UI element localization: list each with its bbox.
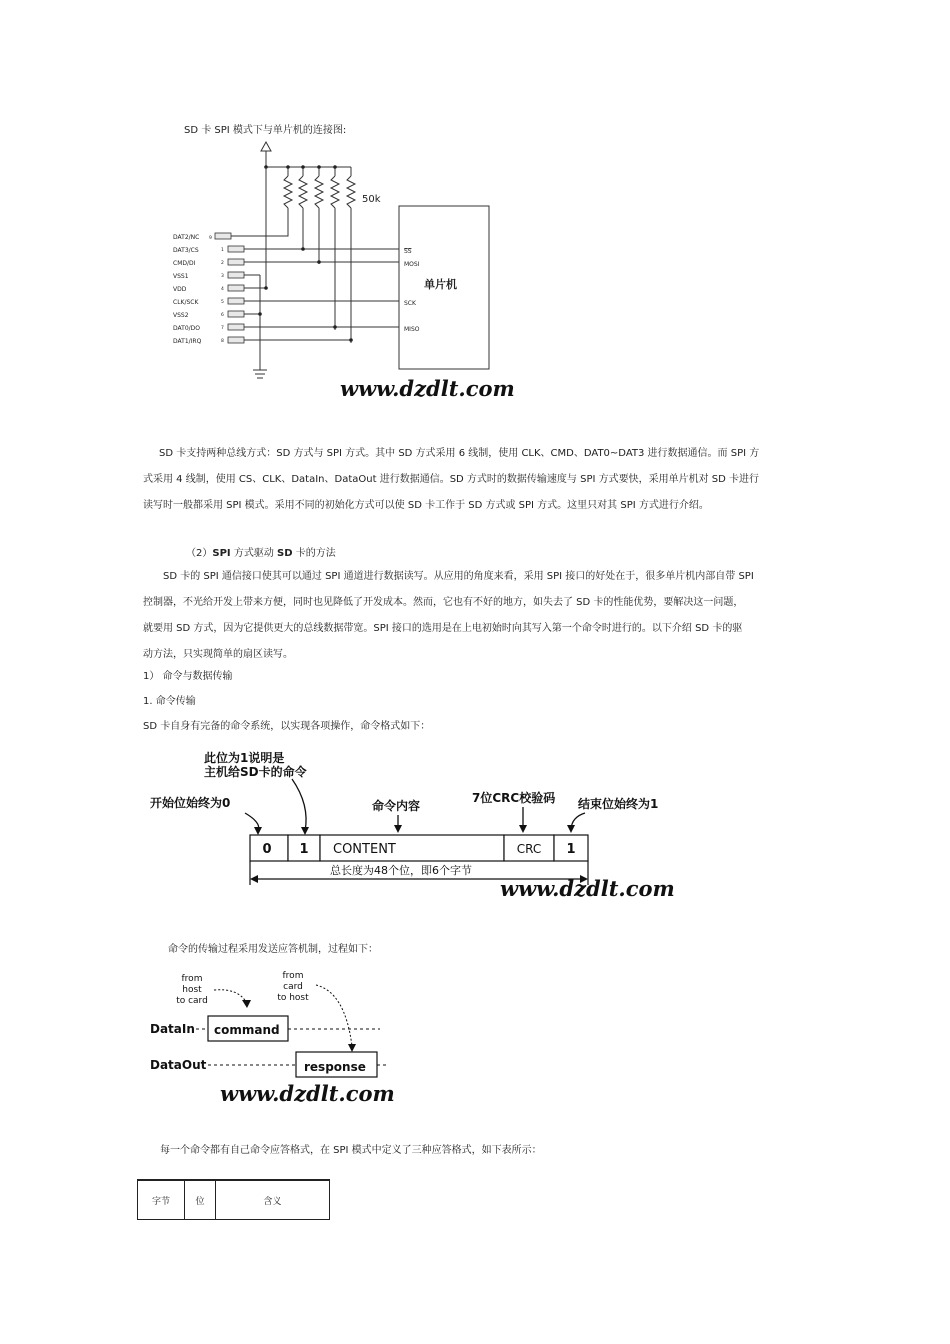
mcu-pin-miso: MISO bbox=[404, 326, 420, 333]
watermark: www.dzdlt.com bbox=[340, 376, 515, 401]
circuit-caption: SD 卡 SPI 模式下与单片机的连接图: bbox=[184, 125, 347, 136]
command-format-diagram bbox=[140, 745, 680, 905]
watermark: www.dzdlt.com bbox=[220, 1081, 395, 1106]
intro-paragraph: SD 卡支持两种总线方式：SD 方式与 SPI 方式。其中 SD 方式采用 6 线制，使用 CLK、CMD、DAT0~DAT3 进行数据通信。而 SPI 方 式采用 4 线制，使用 CS、CLK、DataIn、DataOut 进行数据通信。SD 方式时的数据传输速度与 SPI 方式要快，采用单片机对 SD 卡进行 读写时一般都采用 SPI 模式。采用不同的初始化方式可以使 SD 卡工作于 SD 方式或 SPI 方式。这里只对其 SPI 方式进行介绍。 bbox=[143, 448, 760, 511]
command-label: command bbox=[214, 1023, 280, 1037]
dataout-label: DataOut bbox=[150, 1058, 207, 1072]
svg-text:from: from bbox=[282, 971, 304, 981]
svg-text:1: 1 bbox=[299, 842, 309, 857]
note-top-1: 此位为1说明是 bbox=[204, 751, 285, 765]
sd-card-pins bbox=[215, 233, 244, 343]
svg-text:3: 3 bbox=[221, 274, 224, 279]
svg-text:to card: to card bbox=[176, 996, 208, 1006]
length-label: 总长度为48个位，即6个字节 bbox=[330, 864, 472, 877]
svg-text:9: 9 bbox=[209, 236, 212, 241]
start-label: 开始位始终为0 bbox=[150, 796, 231, 810]
svg-text:2: 2 bbox=[221, 261, 224, 266]
heading-cmd: 1. 命令传输 bbox=[143, 696, 196, 707]
svg-text:card: card bbox=[283, 982, 303, 992]
header-byte: 字节 bbox=[138, 1180, 185, 1220]
pin-label-dat0: DAT0/DO bbox=[173, 325, 200, 332]
svg-text:8: 8 bbox=[221, 339, 224, 344]
command-response-diagram bbox=[140, 962, 410, 1112]
header-bit: 位 bbox=[185, 1180, 216, 1220]
arrow-card-to-host bbox=[316, 985, 352, 1046]
response-intro: 每一个命令都有自己命令应答格式，在 SPI 模式中定义了三种应答格式，如下表所示： bbox=[160, 1145, 542, 1156]
heading-cmd-data: 1） 命令与数据传输 bbox=[143, 671, 233, 682]
svg-text:7: 7 bbox=[221, 326, 224, 331]
crc-label: 7位CRC校验码 bbox=[472, 791, 556, 805]
section-heading: （2）SPI 方式驱动 SD 卡的方法 bbox=[186, 548, 336, 559]
svg-text:0: 0 bbox=[262, 842, 272, 857]
cmd-intro: SD 卡自身有完备的命令系统，以实现各项操作，命令格式如下： bbox=[143, 721, 431, 732]
spi-paragraph: SD 卡的 SPI 通信接口使其可以通过 SPI 通道进行数据读写。从应用的角度来看，采用 SPI 接口的好处在于，很多单片机内部自带 SPI 控制器，不光给开发上带来方便，同时也见降低了开发成本。然而，它也有不好的地方，如失去了 SD 卡的性能优势，要解决这一问题， 就要用 SD 方式，因为它提供更大的总线数据带宽。SPI 接口的选用是在上电初始时向其写入第一个命令时进行的。以下介绍 SD 卡的驱 动方法，只实现简单的扇区读写。 bbox=[143, 571, 754, 660]
response-format-table bbox=[137, 1179, 330, 1220]
pin-label-dat1: DAT1/IRQ bbox=[173, 338, 202, 345]
arrow-host-to-card bbox=[214, 990, 246, 1002]
pin-label-dat2: DAT2/NC bbox=[173, 234, 200, 241]
pin-label-vdd: VDD bbox=[173, 286, 187, 293]
pin-label-cmd: CMD/DI bbox=[173, 260, 196, 267]
svg-text:1: 1 bbox=[566, 842, 576, 857]
mcu-pin-ss: SS bbox=[404, 248, 412, 255]
watermark: www.dzdlt.com bbox=[500, 876, 675, 901]
mcu-pin-mosi: MOSI bbox=[404, 261, 420, 268]
pin-label-vss1: VSS1 bbox=[173, 273, 189, 280]
svg-text:5: 5 bbox=[221, 300, 224, 305]
svg-text:CRC: CRC bbox=[516, 842, 542, 856]
arrow-bit1 bbox=[292, 779, 306, 831]
svg-text:to host: to host bbox=[277, 993, 309, 1003]
mcu-label: 单片机 bbox=[424, 278, 457, 291]
response-label: response bbox=[304, 1060, 366, 1074]
svg-text:from: from bbox=[181, 974, 203, 984]
mcu-pin-sck: SCK bbox=[404, 300, 416, 307]
end-label: 结束位始终为1 bbox=[578, 797, 659, 811]
content-label: 命令内容 bbox=[372, 799, 421, 813]
pin-label-vss2: VSS2 bbox=[173, 312, 189, 319]
pin-label-dat3: DAT3/CS bbox=[173, 247, 199, 254]
svg-text:1: 1 bbox=[221, 248, 224, 253]
note-top-2: 主机给SD卡的命令 bbox=[204, 765, 307, 779]
svg-text:host: host bbox=[182, 985, 202, 995]
handshake-intro: 命令的传输过程采用发送应答机制，过程如下： bbox=[168, 944, 378, 955]
svg-text:4: 4 bbox=[221, 287, 224, 292]
pullup-resistors bbox=[284, 167, 355, 343]
pin-label-clk: CLK/SCK bbox=[173, 299, 199, 306]
table-header-row bbox=[138, 1180, 330, 1220]
vcc-arrow-icon bbox=[261, 142, 271, 151]
svg-text:CONTENT: CONTENT bbox=[333, 842, 396, 857]
header-meaning: 含义 bbox=[216, 1180, 330, 1220]
spi-connection-diagram bbox=[160, 138, 540, 408]
resistor-label: 50k bbox=[362, 194, 381, 205]
datain-label: DataIn bbox=[150, 1022, 195, 1036]
svg-text:6: 6 bbox=[221, 313, 224, 318]
